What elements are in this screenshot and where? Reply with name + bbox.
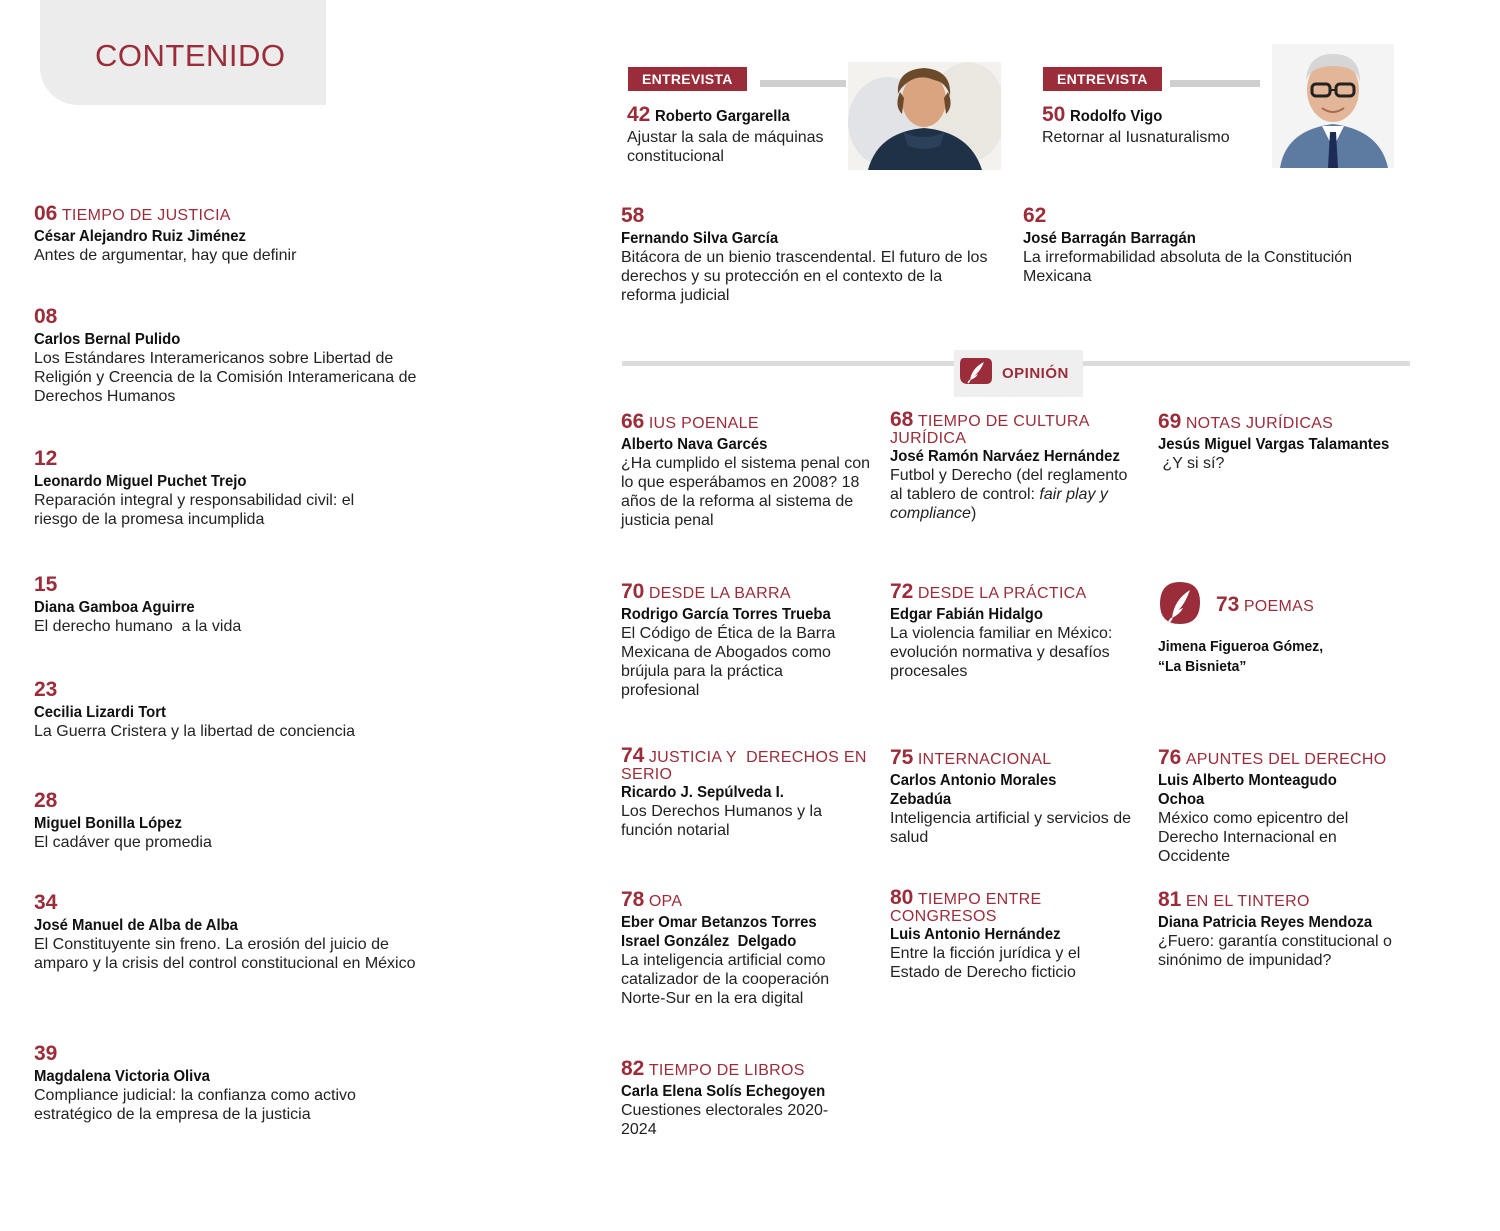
page-number: 80 <box>890 886 914 909</box>
section-label: DESDE LA PRÁCTICA <box>917 585 1087 602</box>
page-number: 08 <box>34 305 58 328</box>
page-number: 42 <box>627 103 651 126</box>
toc-entry[interactable] <box>621 889 861 1008</box>
page-number: 28 <box>34 789 58 812</box>
divider <box>1170 80 1260 87</box>
entry-head <box>34 892 419 916</box>
page-number: 34 <box>34 891 58 914</box>
page-number: 75 <box>890 746 914 769</box>
article-title: Antes de argumentar, hay que definir <box>34 247 297 264</box>
author-name: Miguel Bonilla López <box>34 815 182 832</box>
article-title: México como epicentro del Derecho Internacional en Occidente <box>1158 810 1349 865</box>
entry-head <box>1042 104 1272 128</box>
author-name: José Ramón Narváez Hernández <box>890 448 1120 465</box>
article-title: La inteligencia artificial como catalizador de la cooperación Norte-Sur en la era digital <box>621 952 830 1007</box>
page-number: 15 <box>34 573 58 596</box>
article-title: La violencia familiar en México: evolución normativa y desafíos procesales <box>890 625 1113 680</box>
author-name: Diana Patricia Reyes Mendoza <box>1158 914 1373 931</box>
author-name: Jesús Miguel Vargas Talamantes <box>1158 436 1390 453</box>
author-name: Cecilia Lizardi Tort <box>34 704 167 721</box>
article-title: ¿Ha cumplido el sistema penal con lo que esperábamos en 2008? 18 años de la reforma al sistema de justicia penal <box>621 455 871 529</box>
article-title <box>890 466 1140 523</box>
poemas-entry[interactable] <box>1158 580 1408 677</box>
entry-head <box>34 1043 404 1067</box>
author-name: Carlos Antonio Morales Zebadúa <box>890 772 1057 808</box>
page-number: 81 <box>1158 888 1182 911</box>
page-number: 70 <box>621 580 645 603</box>
page-number: 74 <box>621 744 645 767</box>
toc-entry[interactable] <box>34 892 419 973</box>
toc-entry[interactable] <box>34 574 424 636</box>
author-name: Jimena Figueroa Gómez, <box>1158 638 1324 655</box>
interview-badge: ENTREVISTA <box>628 67 747 91</box>
page-number: 58 <box>621 204 645 227</box>
toc-entry[interactable] <box>621 744 872 840</box>
article-title: ¿Y si sí? <box>1158 455 1225 472</box>
portrait-vigo <box>1272 44 1394 168</box>
section-label: TIEMPO ENTRE CONGRESOS <box>890 891 1042 925</box>
page-number: 62 <box>1023 204 1047 227</box>
author-name: César Alejandro Ruiz Jiménez <box>34 228 246 245</box>
toc-entry[interactable] <box>34 790 424 852</box>
entry-head <box>890 581 1140 605</box>
entry-head <box>1023 205 1393 229</box>
entry-head <box>1158 889 1408 913</box>
toc-entry[interactable] <box>890 581 1140 681</box>
entry-head <box>34 574 424 598</box>
section-label: TIEMPO DE CULTURA JURÍDICA <box>890 413 1089 447</box>
opinion-label: OPINIÓN <box>1002 365 1069 382</box>
toc-entry[interactable] <box>621 581 861 700</box>
article-title: Inteligencia artificial y servicios de salud <box>890 810 1131 846</box>
article-title: Compliance judicial: la confianza como activo estratégico de la empresa de la justicia <box>34 1087 356 1123</box>
toc-entry[interactable] <box>1023 205 1393 286</box>
article-title: Cuestiones electorales 2020-2024 <box>621 1102 829 1138</box>
section-label: TIEMPO DE LIBROS <box>648 1062 805 1079</box>
author-name: Eber Omar Betanzos Torres <box>621 914 817 931</box>
quill-icon <box>960 356 992 391</box>
article-title-end: ) <box>970 505 977 522</box>
article-title: La Guerra Cristera y la libertad de conciencia <box>34 723 356 740</box>
toc-entry[interactable] <box>34 1043 404 1124</box>
page-number: 39 <box>34 1042 58 1065</box>
entry-head <box>890 408 1140 447</box>
page-number: 68 <box>890 408 914 431</box>
toc-entry[interactable] <box>34 448 384 529</box>
author-name: José Barragán Barragán <box>1023 230 1196 247</box>
quill-icon <box>1158 580 1202 631</box>
toc-entry[interactable] <box>890 408 1140 523</box>
author-name: Edgar Fabián Hidalgo <box>890 606 1043 623</box>
article-title: Bitácora de un bienio trascendental. El futuro de los derechos y su protección en el contexto de la reforma judicial <box>621 249 988 304</box>
article-title: Ajustar la sala de máquinas constitucional <box>627 129 824 165</box>
entry-head <box>34 790 424 814</box>
page-number: 66 <box>621 410 645 433</box>
author-name: Israel González Delgado <box>621 933 797 950</box>
entry-head <box>621 411 871 435</box>
entry-head <box>34 679 424 703</box>
entry-head <box>621 889 861 913</box>
page-number: 78 <box>621 888 645 911</box>
page-number: 82 <box>621 1057 645 1080</box>
entry-head <box>34 448 384 472</box>
toc-entry[interactable] <box>621 1058 856 1139</box>
author-name: Carla Elena Solís Echegoyen <box>621 1083 826 1100</box>
toc-entry[interactable] <box>1158 889 1408 970</box>
author-name: Magdalena Victoria Oliva <box>34 1068 210 1085</box>
entry-head <box>621 744 872 783</box>
article-title: El Código de Ética de la Barra Mexicana de Abogados como brújula para la práctica profesional <box>621 625 836 699</box>
toc-entry[interactable] <box>1158 411 1408 473</box>
article-title: El Constituyente sin freno. La erosión del juicio de amparo y la crisis del control constitucional en México <box>34 936 416 972</box>
toc-entry[interactable] <box>890 886 1130 982</box>
author-name: Roberto Gargarella <box>654 108 790 125</box>
author-name: Luis Alberto Monteagudo Ochoa <box>1158 772 1337 808</box>
author-name: Leonardo Miguel Puchet Trejo <box>34 473 247 490</box>
author-name: Fernando Silva García <box>621 230 779 247</box>
toc-entry[interactable] <box>34 203 424 265</box>
entry-head <box>34 203 424 227</box>
section-label: INTERNACIONAL <box>917 751 1052 768</box>
article-title-italic: fair play y compliance <box>890 486 1108 522</box>
interview-entry[interactable] <box>1042 104 1272 147</box>
interview-entry[interactable] <box>627 104 847 166</box>
article-title: El derecho humano a la vida <box>34 618 242 635</box>
interview-badge: ENTREVISTA <box>1043 67 1162 91</box>
page-number: 69 <box>1158 410 1182 433</box>
author-name: José Manuel de Alba de Alba <box>34 917 238 934</box>
page-title: CONTENIDO <box>95 38 286 73</box>
section-label: APUNTES DEL DERECHO <box>1185 751 1387 768</box>
page-number: 23 <box>34 678 58 701</box>
entry-head <box>34 306 424 330</box>
article-title: ¿Fuero: garantía constitucional o sinónimo de impunidad? <box>1158 933 1392 969</box>
author-name: Rodolfo Vigo <box>1069 108 1163 125</box>
entry-head <box>627 104 847 128</box>
entry-head <box>890 747 1135 771</box>
entry-head <box>1158 747 1398 771</box>
article-title: Entre la ficción jurídica y el Estado de Derecho ficticio <box>890 945 1081 981</box>
toc-entry[interactable] <box>34 679 424 741</box>
author-name: Diana Gamboa Aguirre <box>34 599 195 616</box>
article-title-text: Futbol y Derecho (del reglamento al tablero de control: <box>890 467 1128 503</box>
toc-entry[interactable] <box>621 411 871 530</box>
page-number: 72 <box>890 580 914 603</box>
section-label: TIEMPO DE JUSTICIA <box>61 207 231 224</box>
section-label: EN EL TINTERO <box>1185 893 1310 910</box>
author-name: Ricardo J. Sepúlveda I. <box>621 784 784 801</box>
opinion-banner <box>954 350 1083 397</box>
portrait-gargarella <box>848 62 1001 170</box>
entry-head <box>890 886 1130 925</box>
entry-head <box>1158 411 1408 435</box>
author-name: Rodrigo García Torres Trueba <box>621 606 831 623</box>
poemas-head <box>1158 580 1408 631</box>
page-number: 50 <box>1042 103 1066 126</box>
article-title: Reparación integral y responsabilidad civil: el riesgo de la promesa incumplida <box>34 492 355 528</box>
section-label: POEMAS <box>1243 597 1315 615</box>
article-title: Los Derechos Humanos y la función notarial <box>621 803 822 839</box>
author-name: Luis Antonio Hernández <box>890 926 1061 943</box>
author-name: Alberto Nava Garcés <box>621 436 768 453</box>
article-title: El cadáver que promedia <box>34 834 212 851</box>
divider <box>760 80 846 87</box>
entry-head <box>621 1058 856 1082</box>
toc-entry[interactable] <box>34 306 424 406</box>
page-number: 73 <box>1216 592 1240 616</box>
toc-entry[interactable] <box>890 747 1135 847</box>
article-title: Retornar al Iusnaturalismo <box>1042 129 1230 146</box>
author-name: Carlos Bernal Pulido <box>34 331 181 348</box>
entry-head <box>621 581 861 605</box>
section-label: IUS POENALE <box>648 415 759 432</box>
toc-entry[interactable] <box>1158 747 1398 866</box>
toc-entry[interactable] <box>621 205 996 305</box>
section-label: JUSTICIA Y DERECHOS EN SERIO <box>621 749 872 783</box>
page-number: 06 <box>34 202 58 225</box>
page-number: 76 <box>1158 746 1182 769</box>
section-label: DESDE LA BARRA <box>648 585 791 602</box>
section-label: NOTAS JURÍDICAS <box>1185 415 1334 432</box>
author-alias: “La Bisnieta” <box>1158 658 1247 675</box>
article-title: La irreformabilidad absoluta de la Constitución Mexicana <box>1023 249 1353 285</box>
section-label: OPA <box>648 893 683 910</box>
page-number: 12 <box>34 447 58 470</box>
entry-head <box>621 205 996 229</box>
article-title: Los Estándares Interamericanos sobre Libertad de Religión y Creencia de la Comisión Interamericana de Derechos Humanos <box>34 350 417 405</box>
